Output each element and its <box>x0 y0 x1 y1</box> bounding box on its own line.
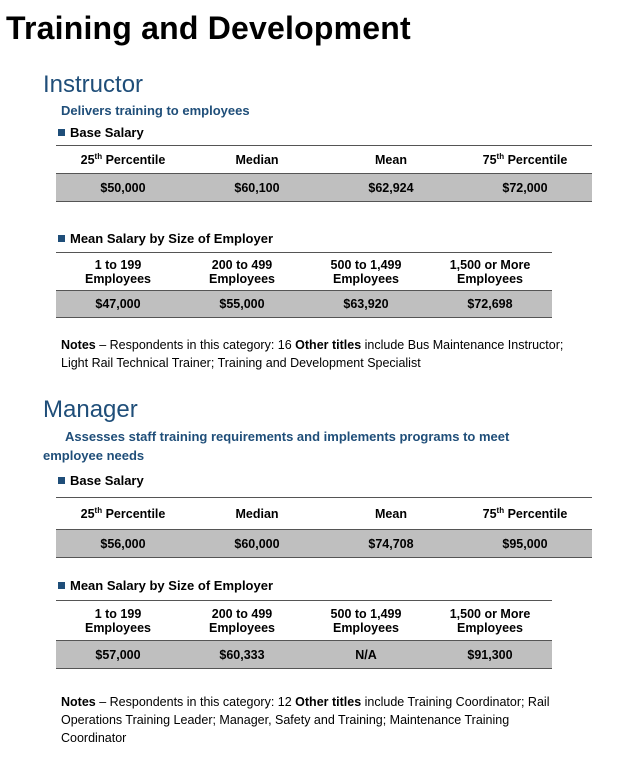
employer-size-heading-instructor: Mean Salary by Size of Employer <box>58 231 273 246</box>
value-cell: $74,708 <box>324 530 458 558</box>
notes-manager: Notes – Respondents in this category: 12 Other titles include Training Coordinator; Rail Operations Training Leader; Manager, Safety and Training; Maintenance Training Coordinator <box>61 695 550 745</box>
header-cell: 1,500 or More Employees <box>428 601 552 641</box>
employer-size-heading-manager: Mean Salary by Size of Employer <box>58 578 273 593</box>
base-salary-heading-manager: Base Salary <box>58 473 144 488</box>
page-title: Training and Development <box>6 10 411 46</box>
header-cell: Median <box>190 146 324 174</box>
value-cell: $60,100 <box>190 174 324 202</box>
notes-instructor: Notes – Respondents in this category: 16 Other titles include Bus Maintenance Instructor; Light Rail Technical Trainer; Training and Development Specialist <box>61 338 564 370</box>
header-cell: Median <box>190 498 324 530</box>
value-cell: $63,920 <box>304 291 428 318</box>
value-cell: $60,000 <box>190 530 324 558</box>
value-cell: $56,000 <box>56 530 190 558</box>
header-cell: Mean <box>324 498 458 530</box>
header-cell: 1 to 199 Employees <box>56 253 180 291</box>
value-cell: $57,000 <box>56 641 180 669</box>
header-cell: 500 to 1,499 Employees <box>304 253 428 291</box>
header-cell: 25th Percentile <box>56 498 190 530</box>
section-title-manager: Manager <box>43 396 138 423</box>
header-cell: 200 to 499 Employees <box>180 253 304 291</box>
square-bullet-icon <box>58 582 65 589</box>
value-cell: $91,300 <box>428 641 552 669</box>
value-cell: N/A <box>304 641 428 669</box>
section-title-instructor: Instructor <box>43 71 144 98</box>
header-cell: 75th Percentile <box>458 498 592 530</box>
header-cell: 200 to 499 Employees <box>180 601 304 641</box>
header-cell: 25th Percentile <box>56 146 190 174</box>
header-cell: 500 to 1,499 Employees <box>304 601 428 641</box>
value-cell: $95,000 <box>458 530 592 558</box>
header-cell: 1 to 199 Employees <box>56 601 180 641</box>
employer-size-table-manager <box>56 600 552 669</box>
base-salary-table-instructor <box>56 145 592 202</box>
employer-size-table-instructor <box>56 252 552 318</box>
square-bullet-icon <box>58 477 65 484</box>
base-salary-table-manager <box>56 497 592 558</box>
value-cell: $72,000 <box>458 174 592 202</box>
section-description-instructor: Delivers training to employees <box>61 103 250 118</box>
value-cell: $55,000 <box>180 291 304 318</box>
header-cell: 1,500 or More Employees <box>428 253 552 291</box>
value-cell: $50,000 <box>56 174 190 202</box>
value-cell: $47,000 <box>56 291 180 318</box>
section-description-manager: Assesses staff training requirements and implements programs to meet employee needs <box>43 429 510 463</box>
value-cell: $72,698 <box>428 291 552 318</box>
header-cell: 75th Percentile <box>458 146 592 174</box>
header-cell: Mean <box>324 146 458 174</box>
square-bullet-icon <box>58 235 65 242</box>
base-salary-heading-instructor: Base Salary <box>58 125 144 140</box>
value-cell: $60,333 <box>180 641 304 669</box>
value-cell: $62,924 <box>324 174 458 202</box>
square-bullet-icon <box>58 129 65 136</box>
